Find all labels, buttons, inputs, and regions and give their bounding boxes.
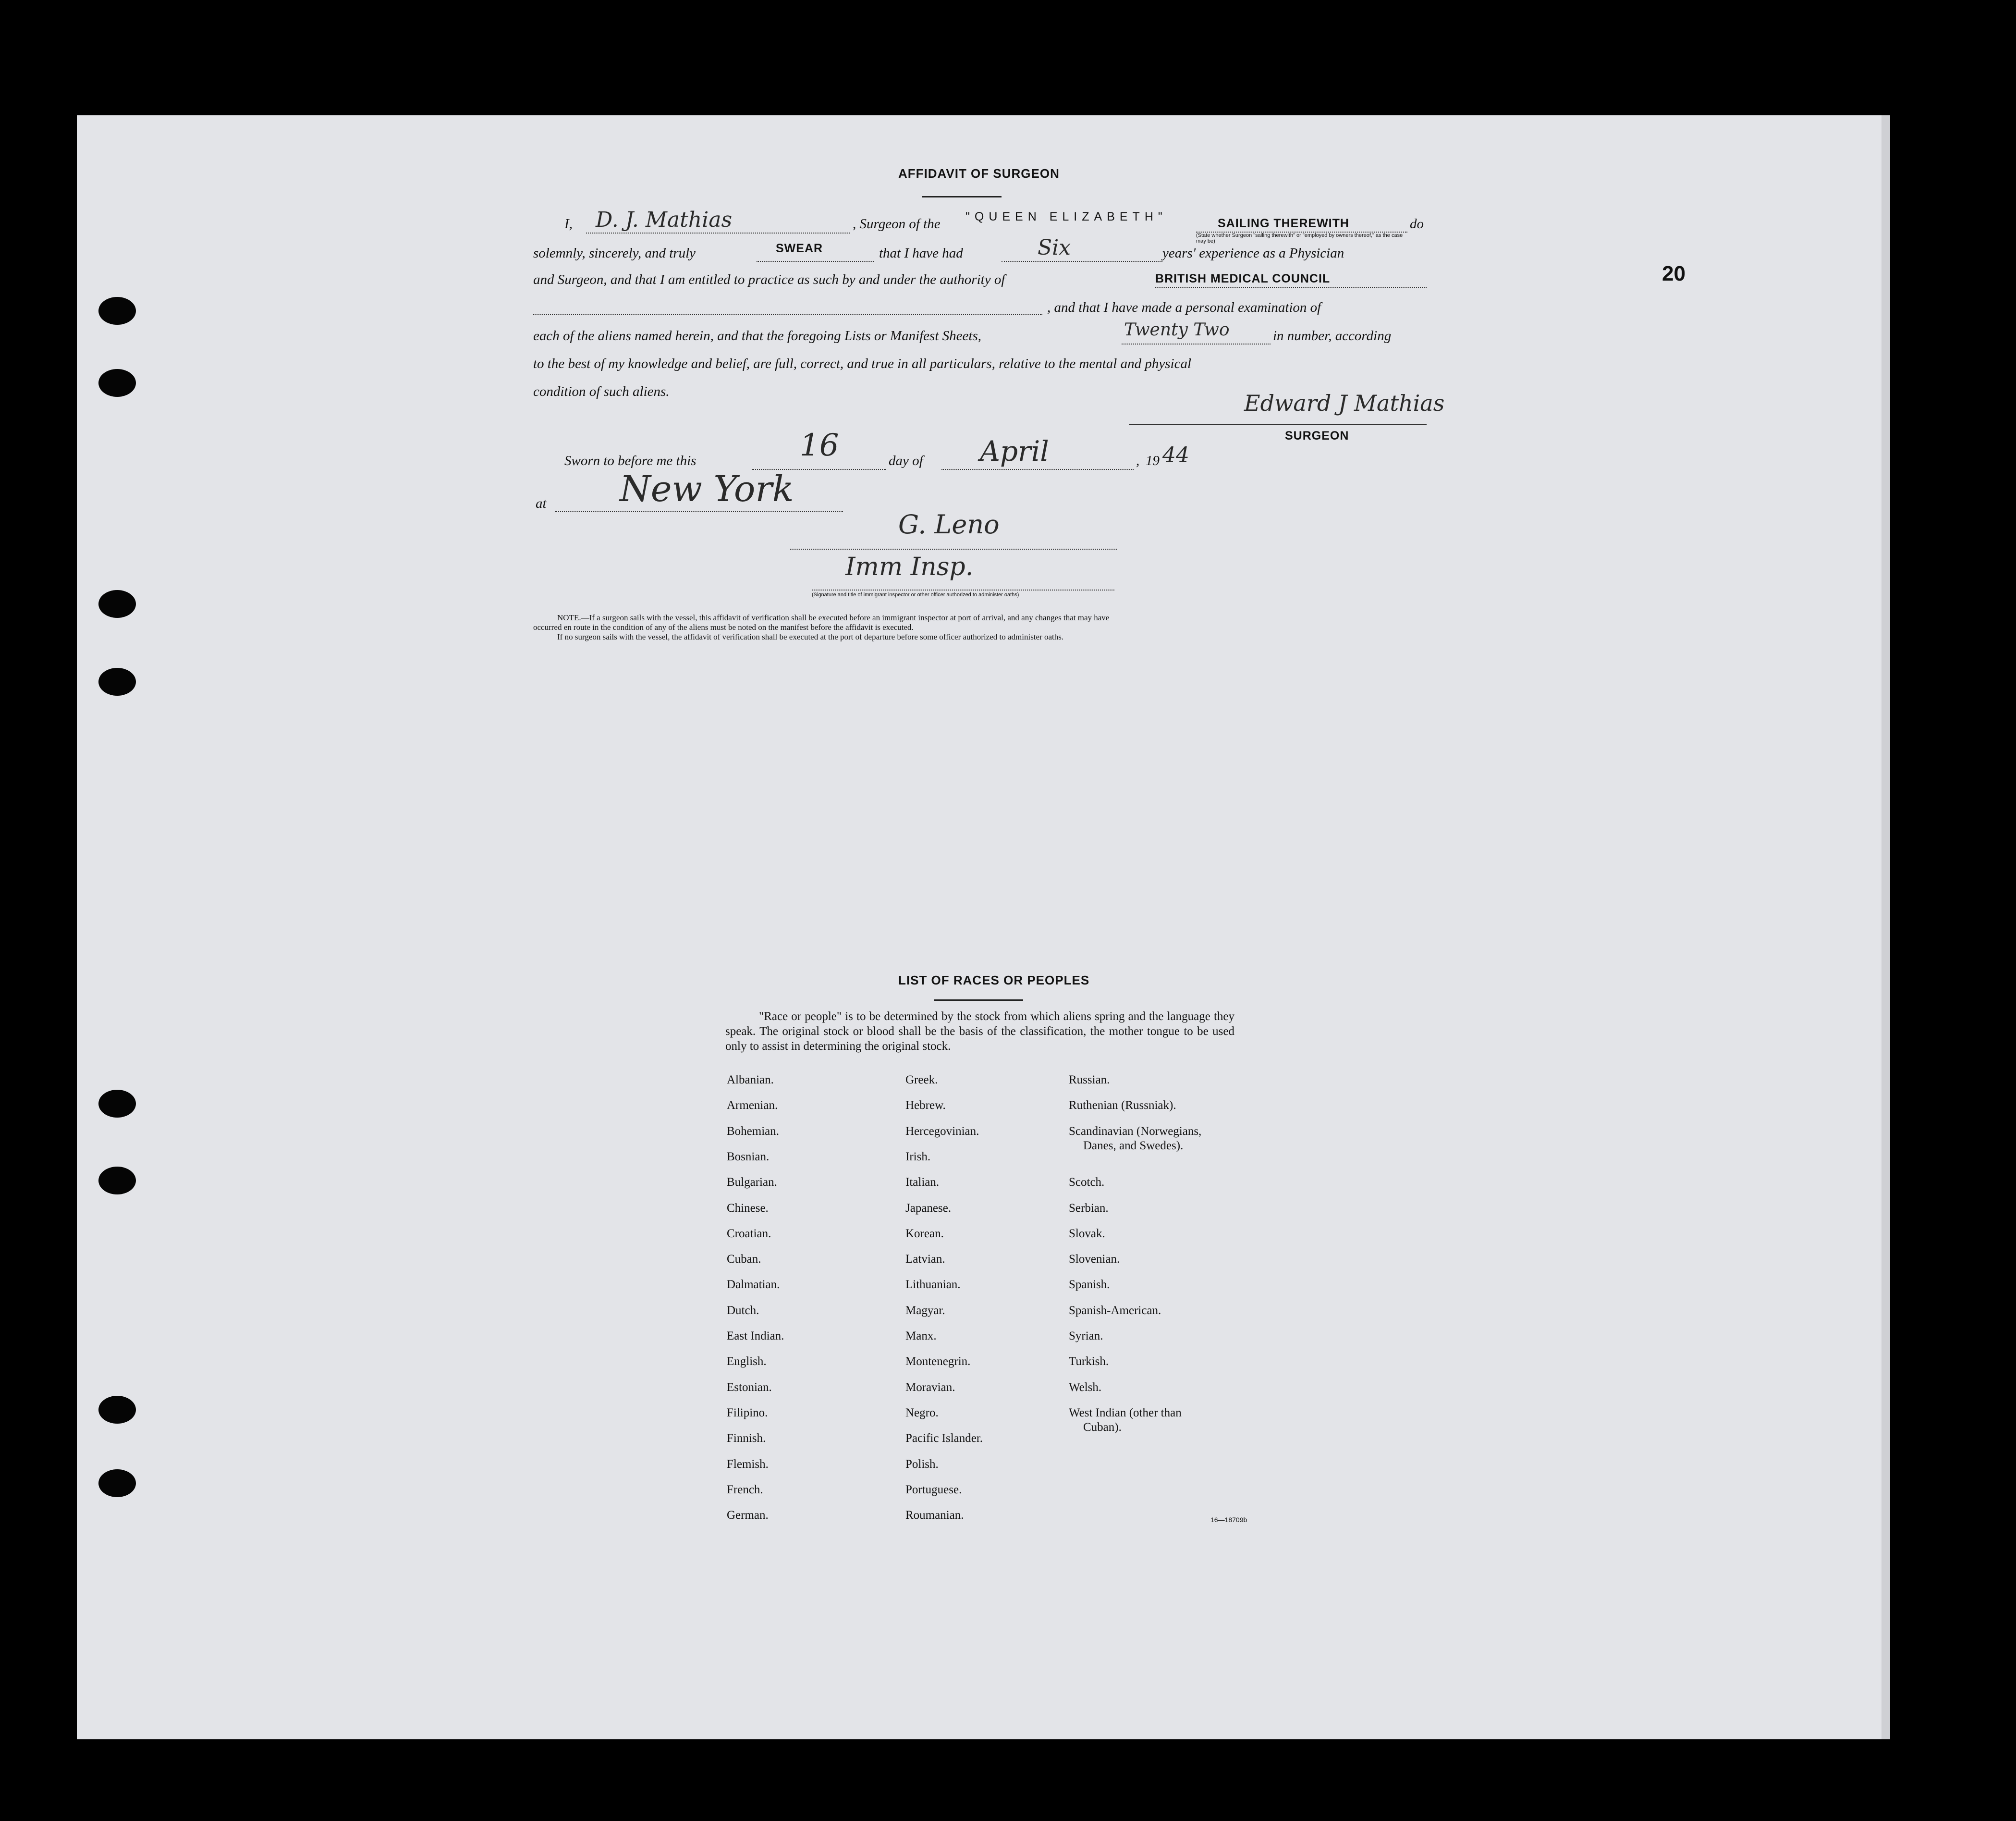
race-item: German. <box>727 1509 769 1522</box>
race-item: Bohemian. <box>727 1124 780 1138</box>
sworn-pre: Sworn to before me this <box>564 453 696 468</box>
sworn-separator: , <box>1136 453 1140 468</box>
race-item: Roumanian. <box>905 1509 964 1522</box>
sworn-year-handwritten: 44 <box>1162 443 1189 468</box>
race-item: Portuguese. <box>905 1483 962 1496</box>
punch-hole <box>98 1167 136 1194</box>
race-item: Hebrew. <box>905 1099 946 1112</box>
surgeon-label: SURGEON <box>1285 429 1349 443</box>
affidavit-line6: to the best of my knowledge and belief, are full, correct, and true in all particulars, relative to the mental and physical <box>533 356 1192 371</box>
note-line-1: NOTE.—If a surgeon sails with the vessel, this affidavit of verification shall be executed before an immigrant inspector at port of arrival, and any changes that may have <box>557 613 1110 622</box>
race-item: Greek. <box>905 1073 938 1086</box>
race-item: Dalmatian. <box>727 1278 780 1292</box>
punch-hole <box>98 1396 136 1424</box>
races-intro: "Race or people" is to be determined by the stock from which aliens spring and the language they speak. The original stock or blood shall be the basis of the classification, the mother tongue to be used only to assist in determining the original stock. <box>725 1010 1234 1053</box>
race-item: Slovenian. <box>1069 1253 1120 1266</box>
affidavit-line3: and Surgeon, and that I am entitled to practice as such by and under the authority of <box>533 272 1005 287</box>
ship-name-stamp: "QUEEN ELIZABETH" <box>965 210 1167 223</box>
punch-hole <box>98 1469 136 1497</box>
surgeon-signature-line <box>1129 424 1427 425</box>
race-item: Spanish-American. <box>1069 1304 1161 1317</box>
punch-hole <box>98 369 136 397</box>
race-item: Moravian. <box>905 1380 955 1394</box>
sheets-handwritten: Twenty Two <box>1124 320 1230 340</box>
sworn-day-handwritten: 16 <box>800 428 839 463</box>
affidavit-line4: , and that I have made a personal examination of <box>1047 300 1321 315</box>
oath-word-stamp: SWEAR <box>776 242 823 255</box>
sworn-month-blank <box>941 469 1134 470</box>
races-title: LIST OF RACES OR PEOPLES <box>898 973 1090 987</box>
sworn-month-handwritten: April <box>980 435 1049 468</box>
affidavit-line2-pre: solemnly, sincerely, and truly <box>533 246 696 261</box>
years-blank <box>1002 261 1162 262</box>
authority-stamp: BRITISH MEDICAL COUNCIL <box>1155 272 1331 285</box>
punch-hole <box>98 590 136 618</box>
race-item: Welsh. <box>1069 1380 1102 1394</box>
inspector-signature-line <box>790 549 1117 550</box>
race-item: French. <box>727 1483 763 1496</box>
place-blank <box>555 511 843 512</box>
affidavit-line1-pre: I, <box>564 216 573 232</box>
sworn-year-prefix: 19 <box>1146 453 1160 468</box>
race-item: Bulgarian. <box>727 1176 777 1189</box>
race-item: Danes, and Swedes). <box>1083 1139 1184 1152</box>
punch-hole <box>98 668 136 696</box>
punch-hole <box>98 297 136 325</box>
race-item: Pacific Islander. <box>905 1432 983 1445</box>
form-code: 16—18709b <box>1210 1516 1247 1524</box>
inspector-hint: (Signature and title of immigrant inspector or other officer authorized to administer oaths) <box>812 592 1019 598</box>
race-item: Flemish. <box>727 1457 769 1471</box>
race-item: Japanese. <box>905 1201 952 1215</box>
note-line-3: If no surgeon sails with the vessel, the affidavit of verification shall be executed at the port of departure before some officer authorized to administer oaths. <box>557 632 1064 641</box>
race-item: Russian. <box>1069 1073 1110 1086</box>
race-item: Dutch. <box>727 1304 759 1317</box>
race-item: Serbian. <box>1069 1201 1109 1215</box>
race-item: Hercegovinian. <box>905 1124 979 1138</box>
years-handwritten: Six <box>1038 235 1071 260</box>
race-item: Spanish. <box>1069 1278 1110 1292</box>
inspector-title-line <box>812 590 1114 591</box>
race-item: Scandinavian (Norwegians, <box>1069 1124 1202 1138</box>
race-item: Croatian. <box>727 1227 771 1240</box>
race-item: Albanian. <box>727 1073 774 1086</box>
race-item: English. <box>727 1355 767 1368</box>
sheets-blank <box>1122 344 1271 345</box>
race-item: Montenegrin. <box>905 1355 971 1368</box>
inspector-signature: G. Leno <box>898 509 1000 540</box>
title-underline <box>922 196 1002 197</box>
race-item: Polish. <box>905 1457 939 1471</box>
sailing-hint: (State whether Surgeon "sailing therewith" or "employed by owners thereof," as the case may be) <box>1196 233 1403 244</box>
race-item: Magyar. <box>905 1304 945 1317</box>
affidavit-line5-pre: each of the aliens named herein, and that the foregoing Lists or Manifest Sheets, <box>533 328 981 344</box>
race-item: Finnish. <box>727 1432 766 1445</box>
affidavit-line2-post: years' experience as a Physician <box>1162 246 1344 261</box>
affidavit-line1-post: do <box>1410 216 1424 232</box>
race-item: Filipino. <box>727 1406 768 1419</box>
at-label: at <box>536 496 547 511</box>
race-item: Latvian. <box>905 1253 945 1266</box>
race-item: Lithuanian. <box>905 1278 961 1292</box>
race-item: Armenian. <box>727 1099 778 1112</box>
punch-hole <box>98 1090 136 1118</box>
authority-blank <box>1155 287 1427 288</box>
races-title-underline <box>934 999 1023 1001</box>
surgeon-name-blank <box>586 233 850 234</box>
race-item: Estonian. <box>727 1380 772 1394</box>
race-item: Italian. <box>905 1176 940 1189</box>
surgeon-signature: Edward J Mathias <box>1244 390 1445 416</box>
affidavit-title: AFFIDAVIT OF SURGEON <box>898 166 1060 181</box>
race-item: Bosnian. <box>727 1150 770 1163</box>
affidavit-line2-mid: that I have had <box>879 246 963 261</box>
race-item: Irish. <box>905 1150 931 1163</box>
race-item: Turkish. <box>1069 1355 1109 1368</box>
oath-blank <box>757 261 874 262</box>
affidavit-line1-mid: , Surgeon of the <box>853 216 941 232</box>
race-item: Syrian. <box>1069 1329 1103 1342</box>
place-handwritten: New York <box>620 468 794 510</box>
race-item: Ruthenian (Russniak). <box>1069 1099 1176 1112</box>
sailing-status-stamp: SAILING THEREWITH <box>1218 217 1349 230</box>
inspector-title: Imm Insp. <box>845 553 974 581</box>
sworn-mid: day of <box>889 453 923 468</box>
note-line-2: occurred en route in the condition of any of the aliens must be noted on the manifest before the affidavit is executed. <box>533 623 914 632</box>
affidavit-line7: condition of such aliens. <box>533 384 670 399</box>
race-item: Chinese. <box>727 1201 769 1215</box>
race-item: Scotch. <box>1069 1176 1105 1189</box>
page-number: 20 <box>1662 262 1686 285</box>
race-item: Slovak. <box>1069 1227 1105 1240</box>
race-item: Manx. <box>905 1329 937 1342</box>
authority-continuation-blank <box>533 314 1042 315</box>
race-item: East Indian. <box>727 1329 784 1342</box>
affidavit-line5-post: in number, according <box>1273 328 1392 344</box>
surgeon-name-handwritten: D. J. Mathias <box>596 208 733 232</box>
race-item: Korean. <box>905 1227 944 1240</box>
race-item: Cuban. <box>727 1253 761 1266</box>
race-item: West Indian (other than <box>1069 1406 1182 1419</box>
race-item: Negro. <box>905 1406 939 1419</box>
race-item: Cuban). <box>1083 1420 1122 1434</box>
